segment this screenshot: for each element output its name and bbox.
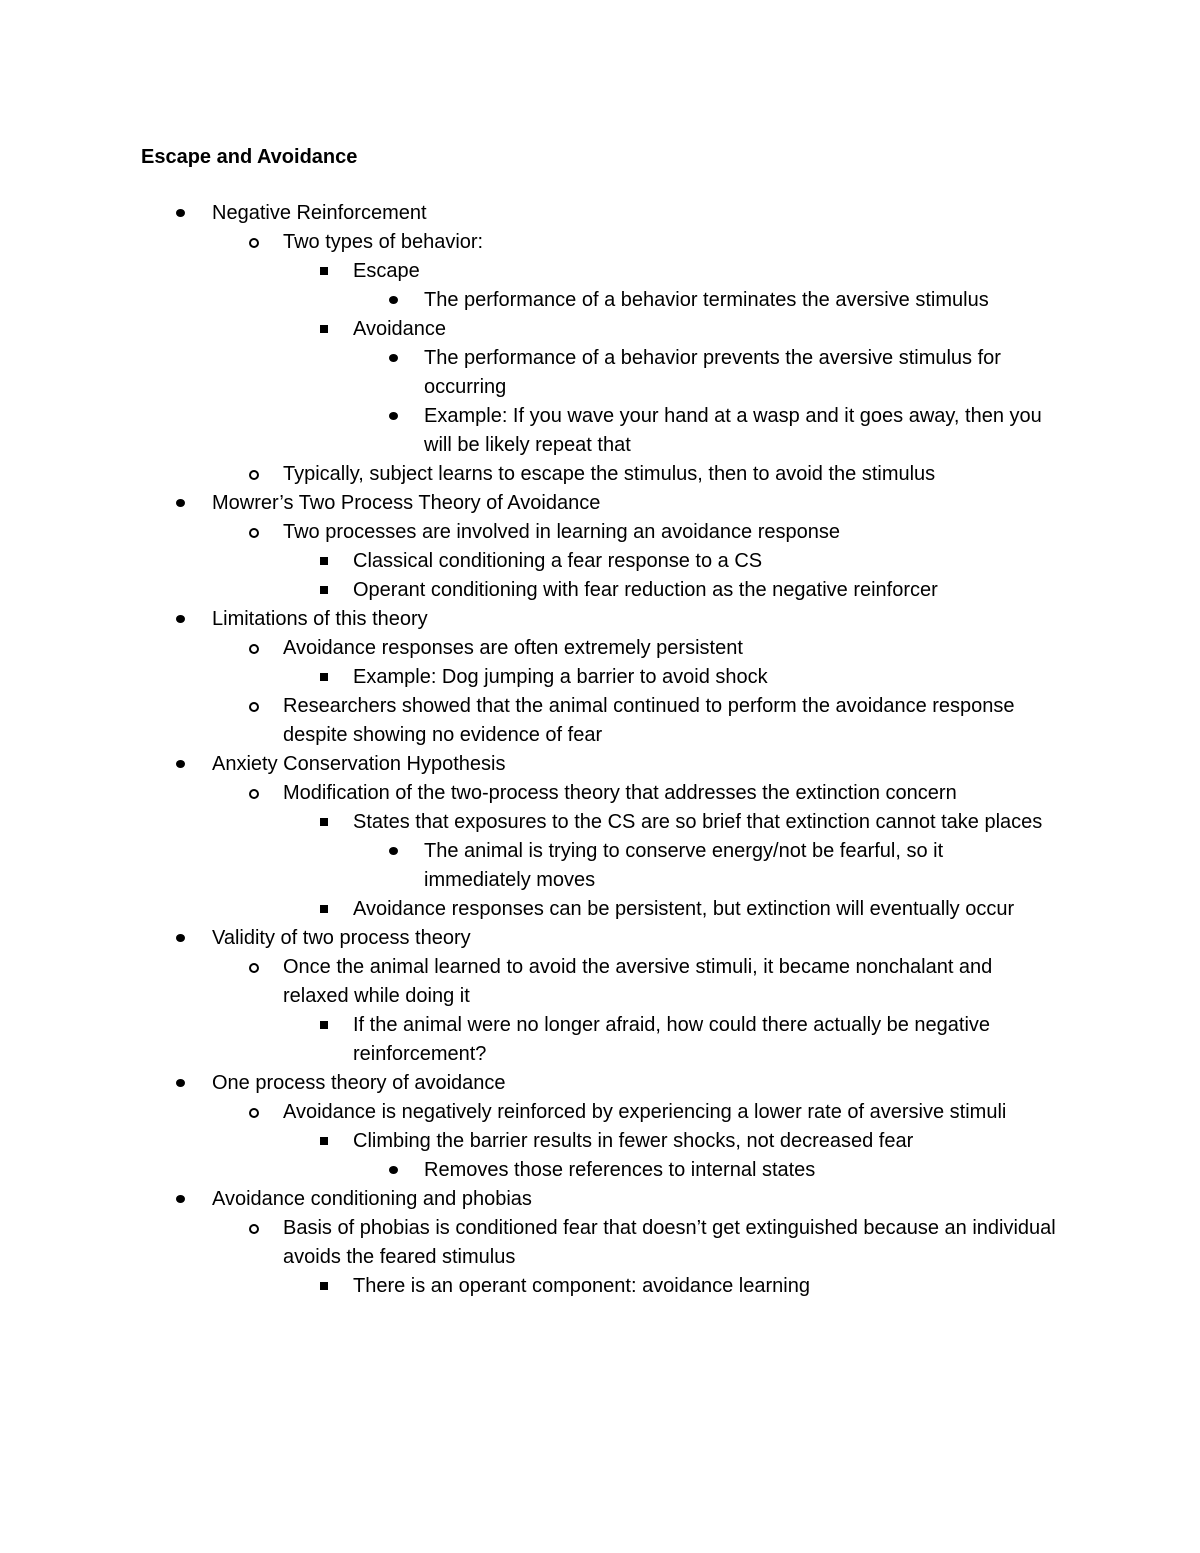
bullet-circle-icon [249,528,259,538]
bullet-dot-icon [176,499,185,507]
bullet-dot-icon [389,354,398,362]
outline-item-text: Basis of phobias is conditioned fear that doesn’t get extinguished because an individual avoids the feared stimulus [283,1217,1056,1268]
outline-item-text: Typically, subject learns to escape the stimulus, then to avoid the stimulus [283,463,936,485]
outline-item-text: If the animal were no longer afraid, how could there actually be negative reinforcement? [353,1014,991,1065]
bullet-dot-icon [176,209,185,217]
outline-item-level-1 [0,199,1062,228]
outline-item-text: Climbing the barrier results in fewer shocks, not decreased fear [353,1130,914,1152]
outline-item-level-2 [0,692,1063,750]
outline-item-level-2 [0,1098,1063,1127]
outline-item-text: Operant conditioning with fear reduction as the negative reinforcer [353,579,938,601]
bullet-square-icon [320,818,328,826]
outline-item-level-4 [0,286,1054,315]
outline-item-text: States that exposures to the CS are so brief that extinction cannot take places [353,811,1043,833]
outline-item-level-3 [0,257,1053,286]
outline-item-level-1 [0,489,1062,518]
outline-item-level-2 [0,779,1063,808]
bullet-square-icon [320,325,328,333]
outline-item-text: Once the animal learned to avoid the aversive stimuli, it became nonchalant and relaxed while doing it [283,956,993,1007]
bullet-square-icon [320,905,328,913]
outline-item-level-2 [0,460,1063,489]
bullet-square-icon [320,1137,328,1145]
outline-item-level-3 [0,1127,1053,1156]
outline-item-text: Researchers showed that the animal continued to perform the avoidance response despite showing no evidence of fear [283,695,1015,746]
outline-item-text: Anxiety Conservation Hypothesis [212,753,506,775]
bullet-circle-icon [249,1108,259,1118]
bullet-circle-icon [249,238,259,248]
bullet-dot-icon [389,412,398,420]
bullet-circle-icon [249,789,259,799]
outline-item-level-3 [0,315,1053,344]
bullet-square-icon [320,586,328,594]
bullet-circle-icon [249,470,259,480]
outline-item-level-1 [0,924,1062,953]
bullet-square-icon [320,557,328,565]
outline-item-text: Mowrer’s Two Process Theory of Avoidance [212,492,601,514]
outline-item-level-1 [0,1185,1062,1214]
outline-item-text: Escape [353,260,420,282]
outline-item-text: Example: Dog jumping a barrier to avoid shock [353,666,768,688]
bullet-dot-icon [176,1195,185,1203]
outline-item-level-2 [0,953,1063,1011]
bullet-dot-icon [389,847,398,855]
outline-item-text: Two types of behavior: [283,231,484,253]
outline-item-level-1 [0,1069,1062,1098]
outline-item-text: The animal is trying to conserve energy/not be fearful, so it immediately moves [424,840,944,891]
outline-item-text: Limitations of this theory [212,608,428,630]
bullet-square-icon [320,1021,328,1029]
outline-item-text: Removes those references to internal states [424,1159,816,1181]
outline-item-text: Avoidance responses are often extremely persistent [283,637,743,659]
outline-item-level-4 [0,402,1054,460]
bullet-square-icon [320,673,328,681]
outline-item-level-3 [0,547,1053,576]
outline-item-level-3 [0,1011,1053,1069]
bullet-outline [0,199,1200,1301]
outline-item-level-3 [0,576,1053,605]
bullet-circle-icon [249,1224,259,1234]
bullet-dot-icon [176,615,185,623]
outline-item-text: Modification of the two-process theory that addresses the extinction concern [283,782,957,804]
outline-item-text: Negative Reinforcement [212,202,427,224]
outline-item-text: The performance of a behavior prevents the aversive stimulus for occurring [424,347,1001,398]
outline-item-level-1 [0,605,1062,634]
bullet-square-icon [320,267,328,275]
outline-item-text: One process theory of avoidance [212,1072,506,1094]
bullet-dot-icon [176,934,185,942]
outline-item-text: Validity of two process theory [212,927,471,949]
outline-item-text: Avoidance conditioning and phobias [212,1188,532,1210]
outline-item-text: Avoidance responses can be persistent, but extinction will eventually occur [353,898,1015,920]
outline-item-text: Avoidance is negatively reinforced by experiencing a lower rate of aversive stimuli [283,1101,1007,1123]
outline-item-text: Classical conditioning a fear response to a CS [353,550,763,572]
outline-item-text: Two processes are involved in learning an avoidance response [283,521,841,543]
outline-item-level-2 [0,228,1063,257]
bullet-circle-icon [249,644,259,654]
outline-item-level-1 [0,750,1062,779]
outline-item-level-4 [0,344,1054,402]
outline-item-level-3 [0,663,1053,692]
outline-item-level-3 [0,808,1053,837]
outline-item-level-2 [0,1214,1063,1272]
outline-item-level-3 [0,895,1053,924]
bullet-circle-icon [249,963,259,973]
bullet-dot-icon [389,1166,398,1174]
outline-item-text: The performance of a behavior terminates the aversive stimulus [424,289,989,311]
outline-item-level-2 [0,634,1063,663]
outline-item-text: There is an operant component: avoidance learning [353,1275,810,1297]
bullet-dot-icon [176,1079,185,1087]
outline-item-text: Avoidance [353,318,447,340]
outline-item-text: Example: If you wave your hand at a wasp and it goes away, then you will be likely repeat that [424,405,1042,456]
document-title: Escape and Avoidance [141,146,358,168]
outline-item-level-3 [0,1272,1053,1301]
outline-item-level-2 [0,518,1063,547]
bullet-dot-icon [389,296,398,304]
outline-item-level-4 [0,1156,1054,1185]
bullet-circle-icon [249,702,259,712]
bullet-dot-icon [176,760,185,768]
outline-item-level-4 [0,837,1054,895]
bullet-square-icon [320,1282,328,1290]
